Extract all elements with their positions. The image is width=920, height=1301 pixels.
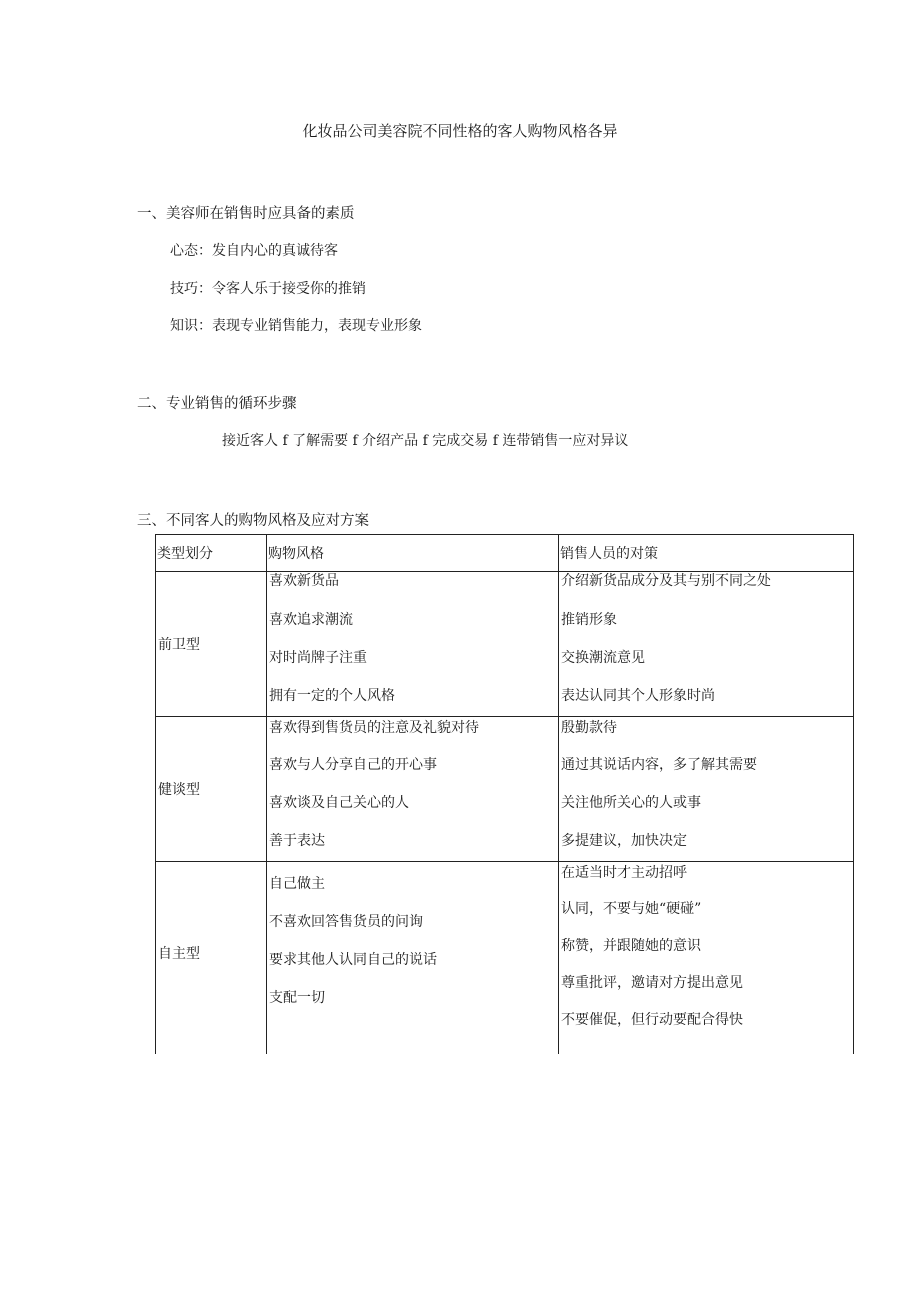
style-line: 喜欢谈及自己关心的人 xyxy=(269,795,409,811)
table-row xyxy=(156,717,854,862)
tactic-line: 表达认同其个人形象时尚 xyxy=(561,688,715,704)
type-cell: 自主型 xyxy=(156,862,267,1055)
table-row xyxy=(156,572,854,717)
tactic-line: 尊重批评，邀请对方提出意见 xyxy=(561,975,743,991)
tactic-line: 不要催促，但行动要配合得快 xyxy=(561,1012,743,1028)
style-line: 自己做主 xyxy=(269,876,325,892)
style-cell xyxy=(267,717,559,862)
style-line: 拥有一定的个人风格 xyxy=(269,688,395,704)
tactic-line: 推销形象 xyxy=(561,612,617,628)
quality-skill: 技巧：令客人乐于接受你的推销 xyxy=(170,281,366,297)
tactic-line: 介绍新货品成分及其与别不同之处 xyxy=(561,573,771,589)
tactics-cell xyxy=(559,572,854,717)
tactic-line: 多提建议，加快决定 xyxy=(561,833,687,849)
style-line: 不喜欢回答售货员的问询 xyxy=(269,914,423,930)
style-cell xyxy=(267,572,559,717)
table-row xyxy=(156,862,854,1055)
tactic-line: 认同，不要与她“硬碰” xyxy=(561,901,702,917)
section-1-heading: 一、美容师在销售时应具备的素质 xyxy=(137,206,355,222)
style-line: 喜欢追求潮流 xyxy=(269,612,353,628)
tactics-cell xyxy=(559,862,854,1055)
section-2-heading: 二、专业销售的循环步骤 xyxy=(137,396,297,412)
style-cell xyxy=(267,862,559,1055)
header-style: 购物风格 xyxy=(267,535,559,572)
style-line: 对时尚牌子注重 xyxy=(269,650,367,666)
tactic-line: 殷勤款待 xyxy=(561,720,617,736)
section-3-heading: 三、不同客人的购物风格及应对方案 xyxy=(137,513,369,529)
type-cell: 健谈型 xyxy=(156,717,267,862)
document-title: 化妆品公司美容院不同性格的客人购物风格各异 xyxy=(302,122,618,140)
quality-mindset: 心态：发自内心的真诚待客 xyxy=(170,243,338,259)
tactic-line: 通过其说话内容，多了解其需要 xyxy=(561,757,757,773)
tactic-line: 关注他所关心的人或事 xyxy=(561,795,701,811)
shopping-style-table xyxy=(155,534,853,1054)
tactic-line: 交换潮流意见 xyxy=(561,650,645,666)
style-line: 喜欢与人分享自己的开心事 xyxy=(269,757,437,773)
type-cell: 前卫型 xyxy=(156,572,267,717)
style-line: 喜欢新货品 xyxy=(269,573,339,589)
style-line: 要求其他人认同自己的说话 xyxy=(269,952,437,968)
table-header-row xyxy=(156,535,854,572)
style-line: 支配一切 xyxy=(269,990,325,1006)
header-tactics: 销售人员的对策 xyxy=(559,535,854,572)
tactic-line: 称赞，并跟随她的意识 xyxy=(561,938,701,954)
tactic-line: 在适当时才主动招呼 xyxy=(561,865,687,881)
header-type: 类型划分 xyxy=(156,535,267,572)
style-line: 善于表达 xyxy=(269,833,325,849)
tactics-cell xyxy=(559,717,854,862)
style-line: 喜欢得到售货员的注意及礼貌对待 xyxy=(269,720,479,736)
sales-cycle-steps: 接近客人 f 了解需要 f 介绍产品 f 完成交易 f 连带销售一应对异议 xyxy=(222,433,629,449)
quality-knowledge: 知识：表现专业销售能力，表现专业形象 xyxy=(170,318,422,334)
